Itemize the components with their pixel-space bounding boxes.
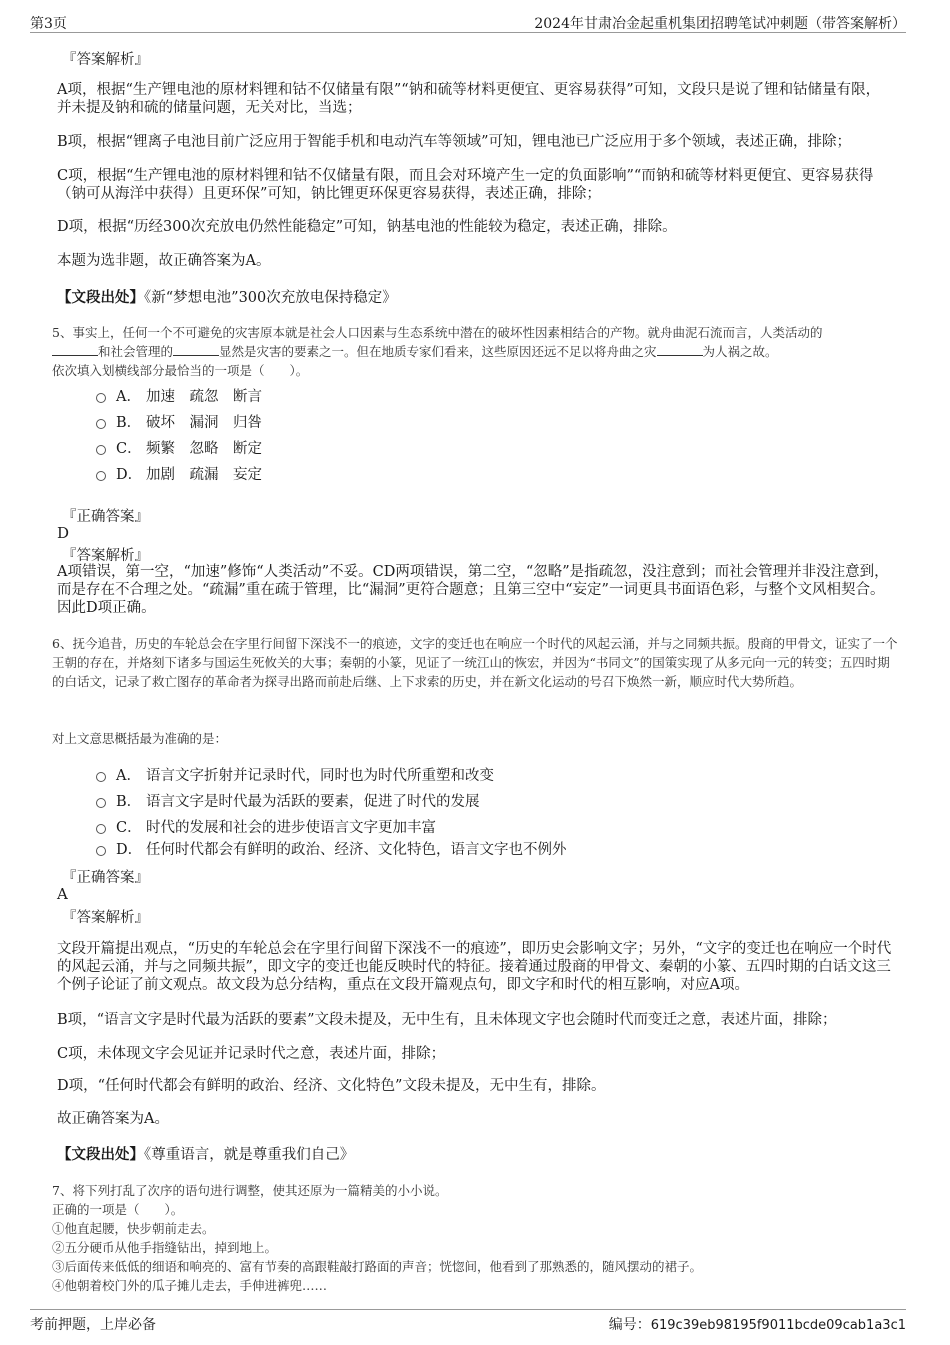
q6-option-letter: C．: [116, 819, 142, 836]
q5-analysis: A项错误，第一空，“加速”修饰“人类活动”不妥。CD两项错误，第二空，“忽略”是指疏忽，没注意到；而社会管理并非没注意到，而是存在不合理之处。“疏漏”重在疏于管理，比“漏洞”更符合题意；且第三空中“妄定”一词更具书面语色彩，与整个文风相契合。因此D项正确。: [57, 564, 889, 616]
page-footer: [30, 1309, 906, 1332]
radio-icon[interactable]: [96, 445, 106, 455]
q5-stem-part-b: 显然是灾害的要素之一。但在地质专家们看来，这些原因还远不足以将舟曲之灾: [219, 344, 657, 359]
q6-option-text: 时代的发展和社会的进步使语言文字更加丰富: [146, 819, 436, 836]
q6-analysis-c: C项，未体现文字会见证并记录时代之意，表述片面，排除；: [57, 1046, 446, 1062]
q6-analysis-main: 文段开篇提出观点，“历史的车轮总会在字里行间留下深浅不一的痕迹”，即历史会影响文字；另外，“文字的变迁也在响应一个时代的风起云涌，并与之同频共振”，即文字的变迁也能反映时代的特征。接着通过殷商的甲骨文、秦朝的小篆、五四时期的白话文这三个例子论证了前文观点。故文段为总分结构，重点在文段开篇观点句，即文字和时代的相互影响，对应A项。: [57, 941, 892, 993]
q6-option-text: 语言文字是时代最为活跃的要素，促进了时代的发展: [146, 793, 480, 810]
q5-option-text: 破坏 漏洞 归咎: [146, 414, 262, 431]
q4-analysis-a: A项，根据“生产锂电池的原材料锂和钴不仅储量有限”“钠和硫等材料更便宜、更容易获得”可知，文段只是说了锂和钴储量有限，并未提及钠和硫的储量问题，无关对比，当选；: [57, 82, 881, 116]
q6-conclusion: 故正确答案为A。: [57, 1111, 169, 1127]
q6-source-title: 《尊重语言，就是尊重我们自己》: [144, 1147, 355, 1163]
q5-stem-part-a: 和社会管理的: [98, 344, 174, 359]
q5-option-letter: C．: [116, 440, 142, 457]
radio-icon[interactable]: [96, 471, 106, 481]
q5-answer: D: [57, 524, 70, 542]
q6-option-text: 语言文字折射并记录时代，同时也为时代所重塑和改变: [146, 767, 494, 784]
q4-analysis-tag: 『答案解析』: [62, 52, 149, 68]
q4-analysis-d: D项，根据“历经300次充放电仍然性能稳定”可知，钠基电池的性能较为稳定，表述正确，排除。: [57, 219, 677, 235]
document-title: 2024年甘肃冶金起重机集团招聘笔试冲刺题（带答案解析）: [534, 16, 906, 32]
q6-question: 对上文意思概括最为准确的是：: [52, 731, 228, 746]
q6-option-c[interactable]: [96, 816, 436, 836]
q6-source: [57, 1143, 354, 1164]
q6-answer: A: [57, 885, 68, 903]
radio-icon[interactable]: [96, 393, 106, 403]
radio-icon[interactable]: [96, 824, 106, 834]
q4-source: [57, 286, 397, 307]
q7-item: ②五分硬币从他手指缝钻出，掉到地上。: [52, 1240, 278, 1255]
code-value: 619c39eb98195f9011bcde09cab1a3c1: [650, 1318, 906, 1333]
q5-option-text: 频繁 忽略 断定: [146, 440, 262, 457]
q7-item: ①他直起腰，快步朝前走去。: [52, 1221, 215, 1236]
q5-option-letter: A．: [116, 388, 141, 405]
q7-stem: [52, 1181, 900, 1295]
q7-item: ③后面传来低低的细语和响亮的、富有节奏的高跟鞋敲打路面的声音；恍惚间，他看到了那熟悉的，随风摆动的裙子。: [52, 1259, 703, 1274]
footer-slogan: 考前押题，上岸必备: [30, 1317, 156, 1333]
radio-icon[interactable]: [96, 772, 106, 782]
q7-item: ④他朝着校门外的瓜子摊儿走去，手伸进裤兜……: [52, 1278, 328, 1293]
radio-icon[interactable]: [96, 846, 106, 856]
q6-option-letter: D．: [116, 841, 143, 858]
q6-option-letter: B．: [116, 793, 142, 810]
q5-blank-1: [52, 343, 98, 356]
q4-analysis-b: B项，根据“锂离子电池目前广泛应用于智能手机和电动汽车等领域”可知，锂电池已广泛应用于多个领域，表述正确，排除；: [57, 134, 851, 150]
radio-icon[interactable]: [96, 419, 106, 429]
document-code: [609, 1314, 906, 1334]
q5-option-letter: D．: [116, 466, 143, 483]
q6-option-letter: A．: [116, 767, 141, 784]
q7-stem-line2: 正确的一项是（ ）。: [52, 1202, 184, 1217]
q5-blank-3: [657, 343, 703, 356]
q5-stem-line2: [52, 342, 900, 361]
q6-analysis-d: D项，“任何时代都会有鲜明的政治、经济、文化特色”文段未提及，无中生有，排除。: [57, 1078, 606, 1094]
q5-answer-tag: 『正确答案』: [62, 509, 149, 525]
q5-option-b[interactable]: [96, 411, 262, 431]
q5-option-d[interactable]: [96, 463, 262, 483]
q6-option-text: 任何时代都会有鲜明的政治、经济、文化特色，语言文字也不例外: [146, 841, 567, 858]
q6-source-label: 【文段出处】: [57, 1146, 144, 1163]
q5-stem-line1: 5、事实上，任何一个不可避免的灾害原本就是社会人口因素与生态系统中潜在的破坏性因素相结合的产物。就舟曲泥石流而言，人类活动的: [52, 325, 823, 340]
q4-source-label: 【文段出处】: [57, 289, 144, 306]
q5-blank-2: [173, 343, 219, 356]
q5-option-text: 加速 疏忽 断言: [146, 388, 262, 405]
radio-icon[interactable]: [96, 798, 106, 808]
q6-analysis-b: B项，“语言文字是时代最为活跃的要素”文段未提及，无中生有，且未体现文字也会随时代而变迁之意，表述片面，排除；: [57, 1012, 837, 1028]
q4-analysis-c: C项，根据“生产锂电池的原材料锂和钴不仅储量有限，而且会对环境产生一定的负面影响”“而钠和硫等材料更便宜、更容易获得（钠可从海洋中获得）且更环保”可知，钠比锂更环保更容易获得，表述正确，排除；: [57, 168, 874, 202]
q5-option-text: 加剧 疏漏 妄定: [146, 466, 262, 483]
page-header: [30, 10, 906, 33]
q6-analysis-tag: 『答案解析』: [62, 910, 149, 926]
q5-option-letter: B．: [116, 414, 142, 431]
q4-source-title: 《新“梦想电池”300次充放电保持稳定》: [144, 290, 397, 306]
q6-answer-tag: 『正确答案』: [62, 870, 149, 886]
q5-stem: [52, 323, 900, 380]
q6-stem: 6、抚今追昔，历史的车轮总会在字里行间留下深浅不一的痕迹，文字的变迁也在响应一个时代的风起云涌，并与之同频共振。殷商的甲骨文，证实了一个王朝的存在，并烙刻下诸多与国运生死攸关的大事；秦朝的小篆，见证了一统江山的恢宏，并因为“书同文”的国策实现了从多元向一元的转变；五四时期的白话文，记录了救亡图存的革命者为探寻出路而前赴后继、上下求索的历史，并在新文化运动的号召下焕然一新，顺应时代大势所趋。: [52, 636, 898, 689]
page-number: 第3页: [30, 16, 67, 32]
q5-option-a[interactable]: [96, 385, 262, 405]
q7-stem-line1: 7、将下列打乱了次序的语句进行调整，使其还原为一篇精美的小小说。: [52, 1183, 448, 1198]
q5-question: 依次填入划横线部分最恰当的一项是（ ）。: [52, 363, 309, 378]
code-label: 编号：: [608, 1317, 651, 1333]
q6-option-a[interactable]: [96, 764, 494, 784]
q5-analysis-tag: 『答案解析』: [62, 548, 149, 564]
q6-option-d[interactable]: [96, 838, 567, 858]
q6-option-b[interactable]: [96, 790, 480, 810]
q5-stem-part-c: 为人祸之故。: [702, 344, 778, 359]
q4-conclusion: 本题为选非题，故正确答案为A。: [57, 253, 271, 269]
q5-option-c[interactable]: [96, 437, 262, 457]
